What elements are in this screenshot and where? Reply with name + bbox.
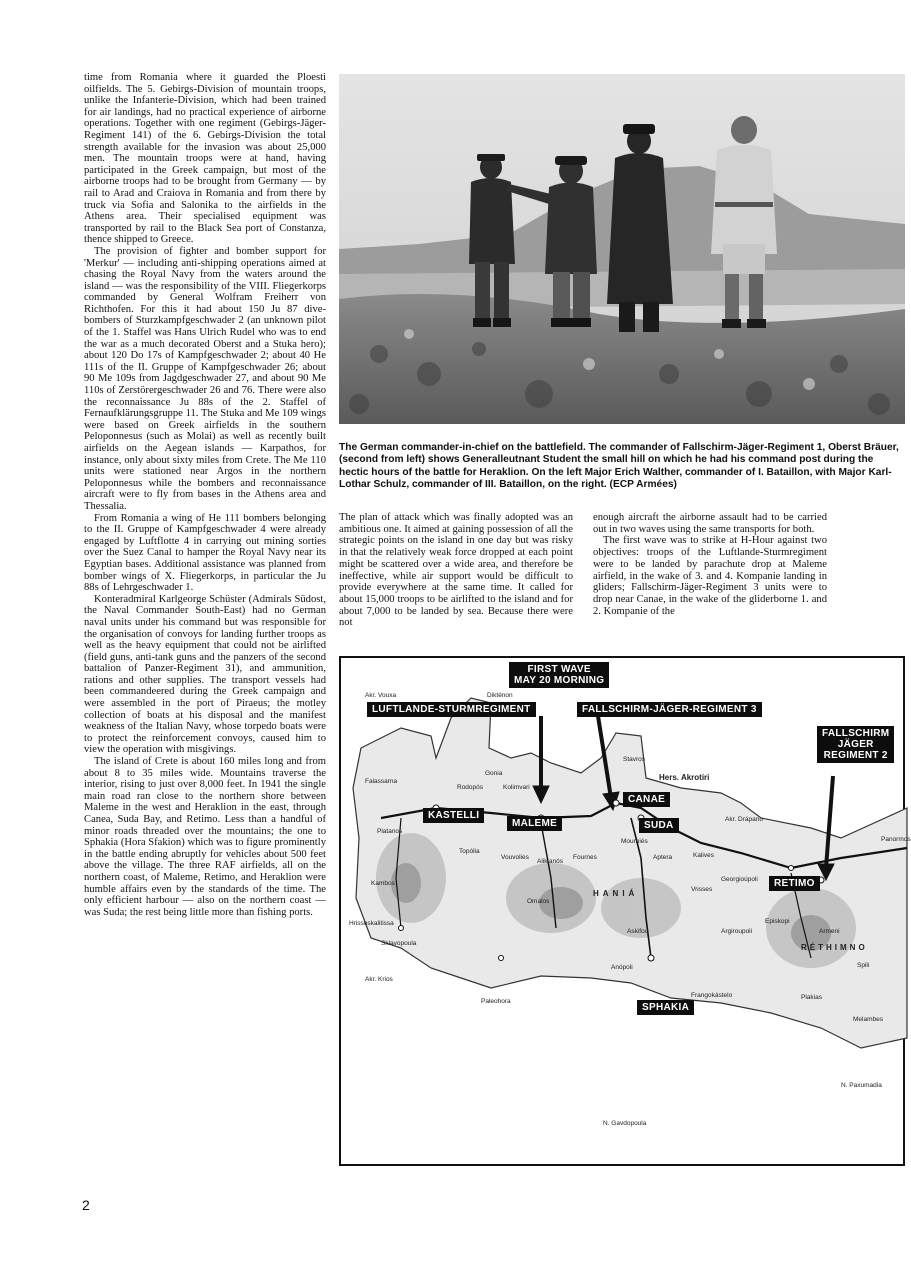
town-label: Akr. Krios <box>365 976 393 983</box>
unit-label: FALLSCHIRM JÄGER REGIMENT 2 <box>817 726 894 763</box>
body-paragraph: enough aircraft the airborne assault had to be carried out in two waves using the same transports for both. <box>593 512 827 535</box>
town-label: Hrissoskalitissa <box>349 920 394 927</box>
town-label: Melambes <box>853 1016 883 1023</box>
left-column <box>84 72 326 918</box>
body-paragraph: The plan of attack which was finally adopted was an ambitious one. It aimed at gaining possession of all the strategic points on the island in one day but was risky in that the relatively weak force dropped at each point might be scattered over a wide area, and therefore be ineffective, while air support would be difficult to provide everywhere at the same time. It called for about 15,000 troops to be airlifted to the island and for about 7,000 to be landed by sea. Because there were not <box>339 512 573 629</box>
place-label: RETIMO <box>769 876 820 891</box>
town-label: N. Gavdopoula <box>603 1120 647 1127</box>
town-label: Plakias <box>801 994 822 1001</box>
unit-label: LUFTLANDE-STURMREGIMENT <box>367 702 536 717</box>
town-label: Alikianós <box>537 858 564 865</box>
map-title: FIRST WAVE MAY 20 MORNING <box>509 662 609 688</box>
middle-column <box>339 512 573 629</box>
body-paragraph: The provision of fighter and bomber support for 'Merkur' — including anti-shipping operations aimed at chasing the Royal Navy from the waters around the island — was the responsibility of the VIII. Fliegerkorps commanded by General Wolfram Freiherr von Richthofen. For this it had about 150 Ju 87 dive-bombers of Sturzkampfgeschwader 2 (an unknown pilot of the 1. Staffel was Hans Ulrich Rudel who was to end the war as a much decorated Oberst and a Stuka hero); about 120 Do 17s of Kampfgeschwader 2; about 40 He 111s of the II. Gruppe of Kampfgeschwader 26; about 90 Me 109s from Jagdgeschwader 27, and about 90 Me 110s of Zerstörergeschwader 26 and 76. There were also the reconnaissance Ju 88s of the 2. Staffel of Fernaufklärungsgruppe 11. The Stuka and Me 109 wings were based on Greek airfields in the southern Peloponnesus (such as Molai) as well as recently built airfields on the Aegean islands — Karpathos, for instance, only about sixty miles from Crete. The Me 110 units were stationed near Argos in the northern Peloponnesus while the bombers and reconnaissance aircraft were to fly from bases in the Athens area and Thessalia. <box>84 245 326 512</box>
body-paragraph: time from Romania where it guarded the Ploesti oilfields. The 5. Gebirgs-Division of mountain troops, unlike the Infanterie-Division, which had been trained for air landings, had no practical experience of airborne operations. Together with one regiment (Gebirgs-Jäger-Regiment 141) of the 6. Gebirgs-Division the total strength available for the invasion was about 25,000 men. The mountain troops were at hand, having participated in the Greek campaign, but most of the airborne troops had to be brought from Germany — by rail to Arad and Craiova in Romania and from there by truck via Sofia and Salonika to the airfields in the Athens area. Their specialised equipment was transported by rail to the Black Sea port of Constanza, thence shipped to Greece. <box>84 72 326 246</box>
town-label: HANIÁ <box>593 889 639 898</box>
town-label: Mourniés <box>621 838 648 845</box>
town-label: Vouvolies <box>501 854 529 861</box>
town-label: Omalos <box>527 898 550 905</box>
town-label: Falassarna <box>365 778 398 785</box>
town-label: Kalives <box>693 852 714 859</box>
page-number: 2 <box>82 1197 90 1213</box>
unit-label: FALLSCHIRM-JÄGER-REGIMENT 3 <box>577 702 762 717</box>
body-paragraph: Konteradmiral Karlgeorge Schüster (Admirals Südost, the Naval Commander South-East) had no German naval units under his command but was responsible for the organisation of convoys for landing further troops as well as the heavy equipment that could not be airlifted (field guns, anti-tank guns and the panzers of the second battalion of Panzer-Regiment 31), and ammunition, rations and other supplies. The transport vessels had been commandeered during the Greek campaign and were assembled in the port of Piraeus; the motley collection of boats at his disposal and the manifest weakness of the Italian Navy, whose torpedo boats were to protect the reinforcement convoys, caused him to view the operation with misgivings. <box>84 593 326 756</box>
town-label: Argiroupoli <box>721 928 753 935</box>
town-label: Topólia <box>459 848 480 855</box>
town-label: Hers. Akrotiri <box>659 773 710 782</box>
place-label: SUDA <box>639 818 679 833</box>
town-label: Georgioúpoli <box>721 876 758 883</box>
town-label: Spili <box>857 962 870 969</box>
body-paragraph: From Romania a wing of He 111 bombers belonging to the II. Gruppe of Kampfgeschwader 4 were already engaged by Luftflotte 4 in carrying out mining sorties over the Suez Canal to hamper the Royal Navy near its Egyptian bases. Additional assistance was planned from bomber wings of X. Fliegerkorps, in particular the Ju 88s of Lehrgeschwader 1. <box>84 512 326 594</box>
town-label: Akr. Drápano <box>725 816 763 823</box>
town-label: Frangokástelo <box>691 992 733 999</box>
town-label: Askifou <box>627 928 649 935</box>
town-label: Anópoli <box>611 964 633 971</box>
town-label: Fournes <box>573 854 597 861</box>
place-label: SPHAKIA <box>637 1000 694 1015</box>
town-label: N. Paxumadia <box>841 1082 882 1089</box>
town-label: Kambos <box>371 880 395 887</box>
town-label: Rodopós <box>457 784 484 791</box>
place-label: MALEME <box>507 816 562 831</box>
right-column <box>593 512 827 617</box>
town-label: Armeni <box>819 928 840 935</box>
town-label: Episkopi <box>765 918 790 925</box>
town-label: RÉTHIMNO <box>801 943 868 952</box>
town-label: Kolimvari <box>503 784 530 791</box>
town-label: Panormos <box>881 836 911 843</box>
body-paragraph: The island of Crete is about 160 miles long and from about 8 to 35 miles wide. Mountains traverse the interior, rising to just over 8,000 feet. In 1941 the single main road ran close to the northern shore between Maleme in the west and Heraklion in the east, through Canea, Suda Bay, and Retimo. Less than a handful of minor roads threaded over the mountains; the one to Sphakia (Hora Sfakion) which was to figure prominently in the battle ending abruptly for vehicles about 500 feet above the village. The three RAF airfields, all on the northern coast, of Maleme, Retimo, and Heraklion were humble affairs even by the standards of the time. The only efficient harbour — also on the northern coast — was Suda; the rest being little more than fishing ports. <box>84 756 326 918</box>
town-label: Platanos <box>377 828 403 835</box>
town-label: Aptera <box>653 854 673 861</box>
place-label: KASTELLI <box>423 808 484 823</box>
town-label: Akr. Vouxa <box>365 692 397 699</box>
town-label: Vrisses <box>691 886 713 893</box>
town-label: Gonia <box>485 770 503 777</box>
town-label: Paleohora <box>481 998 511 1005</box>
photo-caption: The German commander-in-chief on the battlefield. The commander of Fallschirm-Jäger-Regiment 1, Oberst Bräuer, (second from left) shows Generalleutnant Student the small hill on which he had his command post during the hectic hours of the battle for Heraklion. On the left Major Erich Walther, commander of I. Bataillon, with Major Karl-Lothar Schulz, commander of III. Bataillon, on the right. (ECP Armées) <box>339 442 899 490</box>
town-label: Sklavopoula <box>381 940 417 947</box>
town-label: Stavros <box>623 756 646 763</box>
crete-map <box>339 656 911 1166</box>
town-label: Dikténon <box>487 692 513 699</box>
body-paragraph: The first wave was to strike at H-Hour against two objectives: troops of the Luftlande-Sturmregiment were to be landed by parachute drop at Maleme airfield, in the wake of 3. and 4. Kompanie landing in gliders; Fallschirm-Jäger-Regiment 3 units were to drop near Canae, in the wake of the gliderborne 1. and 2. Kompanie of the <box>593 535 827 617</box>
place-label: CANAE <box>623 792 670 807</box>
officers-photo <box>339 74 905 424</box>
